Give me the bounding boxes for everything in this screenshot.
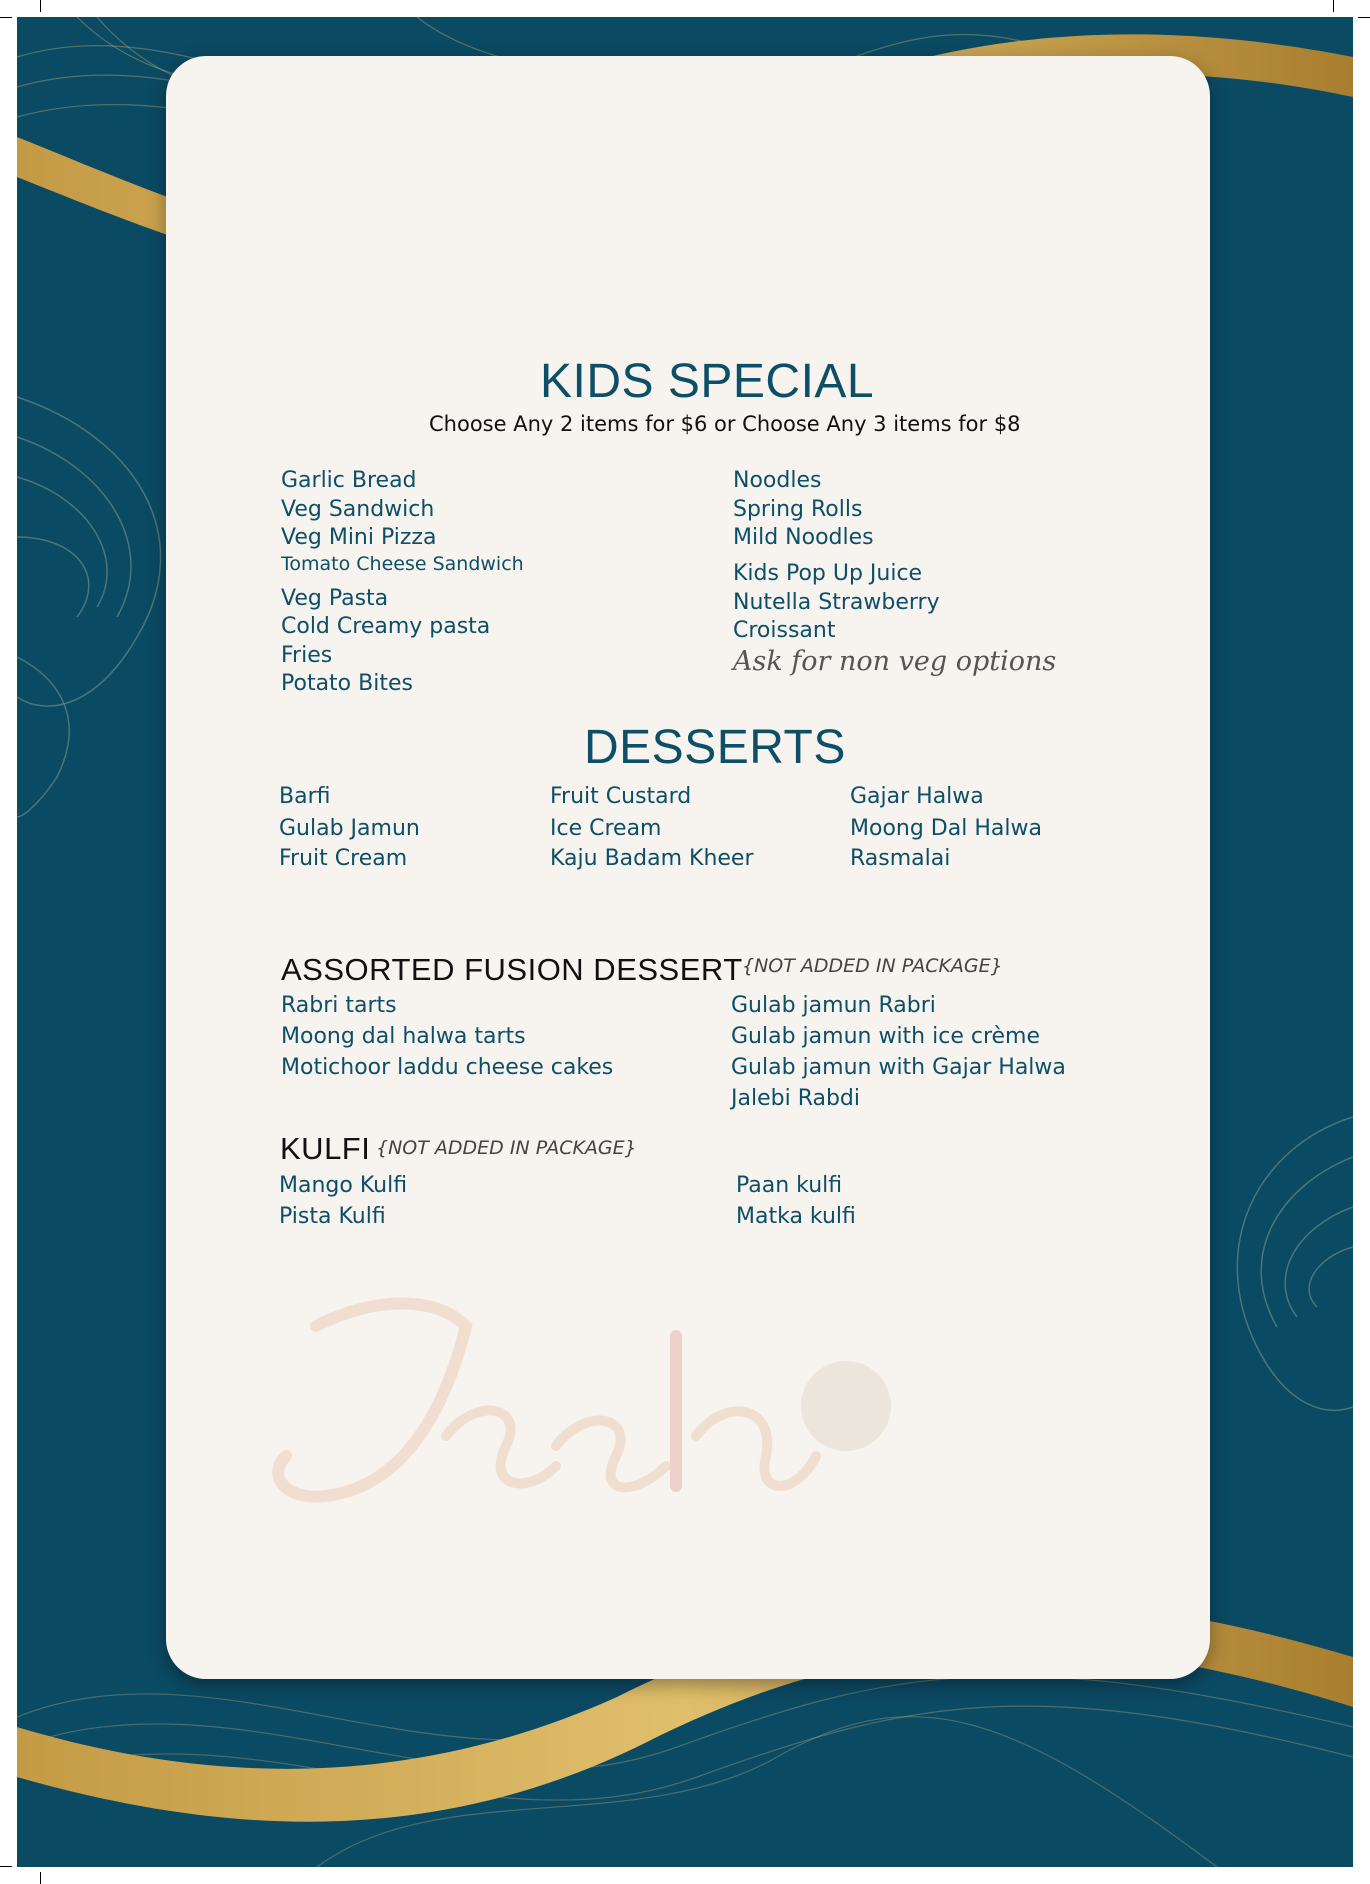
list-item: Cold Creamy pasta bbox=[281, 614, 491, 639]
list-item: Barfi bbox=[279, 784, 331, 809]
section-title-kids-special: KIDS SPECIAL bbox=[540, 355, 875, 408]
list-item: Mild Noodles bbox=[733, 525, 874, 550]
list-item: Fruit Cream bbox=[279, 846, 408, 871]
list-item: Jalebi Rabdi bbox=[731, 1086, 861, 1111]
list-item: Tomato Cheese Sandwich bbox=[281, 553, 524, 575]
list-item: Gulab jamun with Gajar Halwa bbox=[731, 1055, 1066, 1080]
restaurant-logo-watermark bbox=[206, 1286, 906, 1516]
list-item: Gulab jamun Rabri bbox=[731, 993, 936, 1018]
list-item: Kaju Badam Kheer bbox=[550, 846, 754, 871]
crop-mark bbox=[0, 17, 12, 18]
list-item: Moong Dal Halwa bbox=[850, 816, 1042, 841]
crop-mark bbox=[40, 0, 41, 12]
list-item: Gajar Halwa bbox=[850, 784, 984, 809]
list-item: Motichoor laddu cheese cakes bbox=[281, 1055, 614, 1080]
not-in-package-tag: {NOT ADDED IN PACKAGE} bbox=[742, 955, 1003, 977]
list-item: Veg Pasta bbox=[281, 586, 389, 611]
crop-mark bbox=[40, 1872, 41, 1884]
non-veg-note: Ask for non veg options bbox=[733, 646, 1057, 677]
kids-special-pricing: Choose Any 2 items for $6 or Choose Any 3 items for $8 bbox=[429, 412, 1021, 436]
crop-mark bbox=[1333, 0, 1334, 12]
list-item: Pista Kulfi bbox=[279, 1204, 386, 1229]
crop-mark bbox=[1358, 17, 1370, 18]
list-item: Rabri tarts bbox=[281, 993, 397, 1018]
list-item: Fruit Custard bbox=[550, 784, 692, 809]
list-item: Potato Bites bbox=[281, 671, 413, 696]
section-title-kulfi: KULFI bbox=[280, 1131, 371, 1166]
list-item: Kids Pop Up Juice bbox=[733, 561, 923, 586]
list-item: Mango Kulfi bbox=[279, 1173, 408, 1198]
list-item: Veg Mini Pizza bbox=[281, 525, 437, 550]
section-title-fusion-dessert: ASSORTED FUSION DESSERT bbox=[281, 952, 743, 987]
list-item: Garlic Bread bbox=[281, 468, 417, 493]
list-item: Nutella Strawberry bbox=[733, 590, 940, 615]
menu-card bbox=[166, 56, 1210, 1679]
list-item: Gulab Jamun bbox=[279, 816, 420, 841]
list-item: Noodles bbox=[733, 468, 822, 493]
list-item: Moong dal halwa tarts bbox=[281, 1024, 526, 1049]
list-item: Ice Cream bbox=[550, 816, 662, 841]
list-item: Veg Sandwich bbox=[281, 497, 435, 522]
list-item: Fries bbox=[281, 643, 333, 668]
list-item: Croissant bbox=[733, 618, 836, 643]
list-item: Matka kulfi bbox=[736, 1204, 856, 1229]
section-title-desserts: DESSERTS bbox=[584, 721, 846, 774]
list-item: Rasmalai bbox=[850, 846, 951, 871]
list-item: Gulab jamun with ice crème bbox=[731, 1024, 1041, 1049]
list-item: Paan kulfi bbox=[736, 1173, 843, 1198]
crop-mark bbox=[0, 1866, 12, 1867]
not-in-package-tag: {NOT ADDED IN PACKAGE} bbox=[376, 1137, 637, 1159]
list-item: Spring Rolls bbox=[733, 497, 863, 522]
